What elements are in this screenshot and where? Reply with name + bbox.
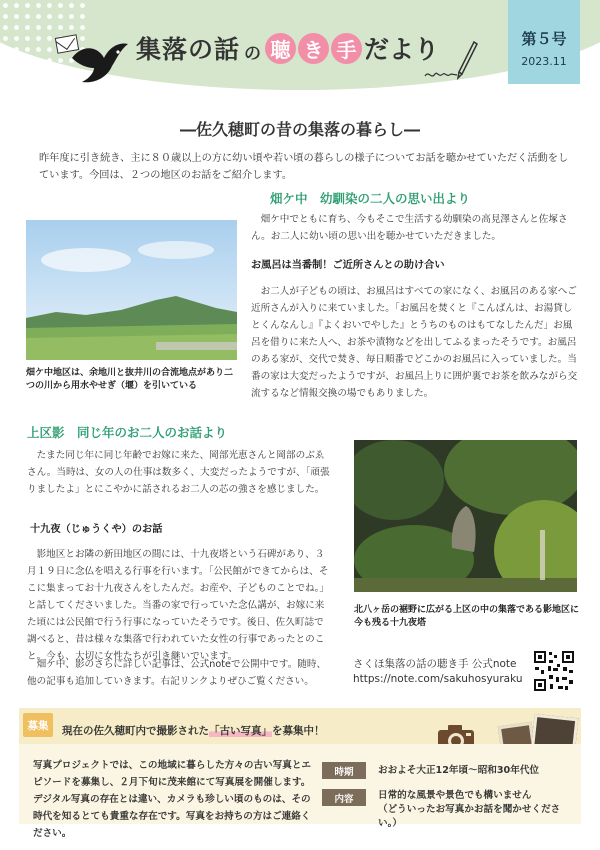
jukuya-caption: 北八ヶ岳の裾野に広がる上区の中の集落である影地区に今も残る十九夜塔 [354, 605, 580, 628]
recruit-headline-pre: 現在の佐久穂町内で撮影された [62, 725, 209, 737]
section1-intro: 畑ケ中でともに育ち、今もそこで生活する幼馴染の高見澤さんと佐塚さん。お二人に幼い頃の思い出を聴かせていただきました。 [251, 214, 568, 242]
page-header [0, 0, 600, 110]
title-kiki-char: 聴 [265, 33, 296, 64]
note-url[interactable]: https://note.com/sakuhosyuraku [353, 673, 523, 685]
newsletter-title [136, 30, 439, 66]
hatakenaka-photo [26, 220, 237, 360]
section2-subheading: 十九夜（じゅうくや）のお話 [30, 524, 163, 535]
scribble-icon [423, 68, 459, 82]
title-kiki-circles [265, 33, 362, 64]
bird-icon [68, 38, 130, 88]
title-part-b: だより [364, 35, 440, 64]
recruit-badge: 募集 [23, 713, 53, 737]
content-value [378, 789, 578, 831]
content-label: 内容 [322, 789, 366, 806]
section2-intro: たまた同じ年に同じ年齢でお嫁に来た、岡部光恵さんと岡部のぶゑさん。当時は、女の人の仕事は数多く、大変だったようですが、「頑張りましたよ」とにこやかに話されるお二人の芯の強さを感じました。 [27, 450, 330, 495]
section2-closing: 畑ケ中、影のさらに詳しい記事は、公式noteで公開中です。随時、他の記事も追加していきます。右記リンクよりぜひご覧ください。 [27, 659, 327, 687]
recruit-body: 写真プロジェクトでは、この地域に暮らした方々の古い写真とエピソードを募集し、２月下旬に茂来館にて写真展を開催します。デジタル写真の存在とは違い、カメラも珍しい頃のものは、その時代を知るとても貴重な存在です。写真をお持ちの方はご連絡ください。 [33, 760, 312, 839]
section2-body: 影地区とお隣の新田地区の間には、十九夜塔という石碑があり、３月１９日に念仏を唱える行事を行います。「公民館ができてからは、そこに集まってお十九夜さんをしたんだ。お産や、子どものことでね。」と話してくださいました。当番の家で行っていた念仏講が、お嫁に来た頃には公民館で行う行事になっていたそうです。後日、佐久町誌で調べると、昔は様々な集落で行われていた女性の行事であったとのこと。今も、大切に女性たちが引き継いでいます。 [27, 549, 330, 662]
title-part-a: 集落の話 [136, 35, 241, 64]
section1-heading: 畑ケ中 幼馴染の二人の思い出より [270, 191, 471, 206]
issue-badge [508, 0, 580, 84]
title-particle: の [244, 43, 262, 64]
recruit-headline-highlight: 「古い写真」 [209, 725, 272, 737]
jukuya-photo [354, 440, 577, 592]
note-link[interactable] [353, 657, 523, 687]
pen-icon [456, 40, 478, 80]
intro-text: 昨年度に引き続き、主に８０歳以上の方に幼い頃や若い頃の暮らしの様子についてお話を聴かせていただく活動をしています。今回は、２つの地区のお話をご紹介します。 [39, 153, 569, 181]
issue-date: 2023.11 [521, 55, 567, 68]
title-kiki-char: き [298, 33, 329, 64]
recruit-headline-post: を募集中！ [272, 725, 325, 737]
recruit-headline [62, 723, 325, 738]
period-value: おおよそ大正12年頃～昭和30年代位 [378, 765, 540, 776]
issue-number: 第５号 [521, 30, 567, 48]
section1-body: お二人が子どもの頃は、お風呂はすべての家になく、お風呂のある家へご近所さんが入りに来ていました。「お風呂を焚くと『こんばんは、お湯貸しとくんなんし』『よくおいでやした』とうちのものはもてなしたんだ」お風呂を借りに来た人へ、お茶や漬物などを出してふるまったそうです。お風呂のある家が、交代で焚き、毎日順番でどこかのお風呂に入っていました。当番の家は大変だったようですが、お風呂上りに囲炉裏でお茶を飲みながら交流するなど情報交換の場でもありました。 [251, 286, 578, 399]
title-kiki-char: 手 [331, 33, 362, 64]
qr-code-icon[interactable] [533, 650, 575, 692]
period-label: 時期 [322, 762, 366, 779]
section1-subheading: お風呂は当番制！ご近所さんとの助け合い [251, 260, 445, 271]
main-title: ―佐久穂町の昔の集落の暮らし― [179, 120, 420, 139]
section2-heading: 上区影 同じ年のお二人のお話より [27, 425, 228, 440]
hatakenaka-caption: 畑ケ中地区は、余地川と抜井川の合流地点があり二つの川から用水やせぎ（堰）を引いている [26, 368, 234, 391]
note-label: さくほ集落の話の聴き手 公式note [353, 658, 517, 670]
content-value-line: 日常的な風景や景色でも構いません [378, 790, 532, 801]
content-value-line: （どういったお写真かお話を聞かせください。） [378, 804, 561, 829]
